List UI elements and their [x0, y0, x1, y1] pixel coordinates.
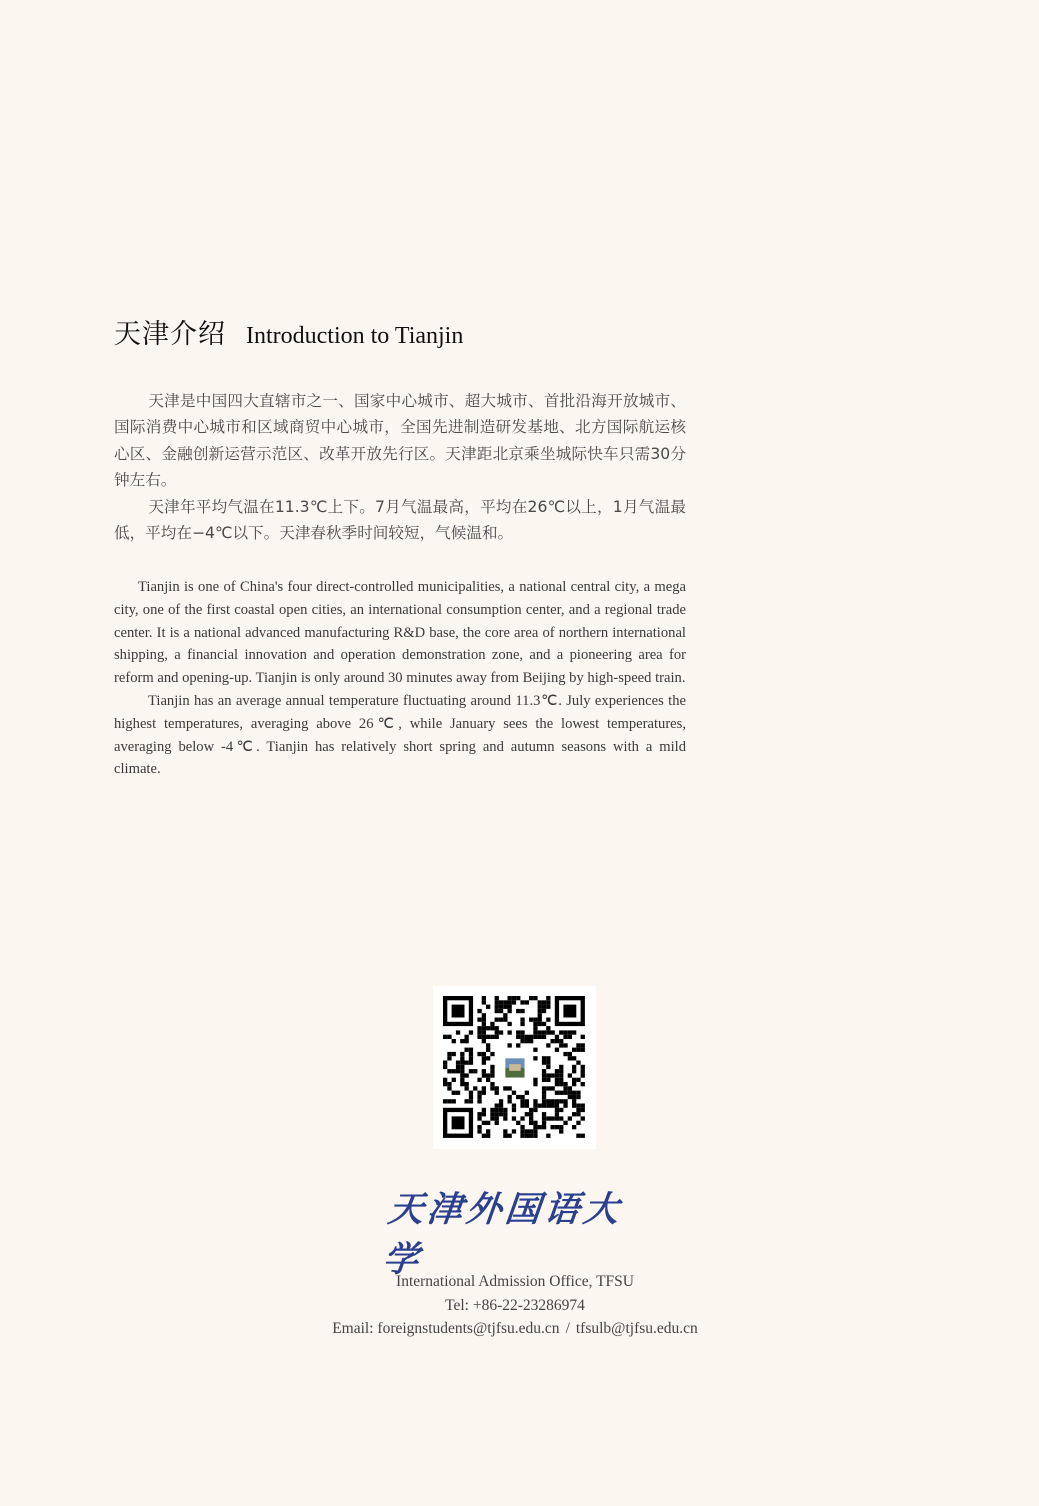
- email-line: [250, 1317, 780, 1341]
- chinese-introduction: [114, 388, 686, 546]
- contact-info: [250, 1270, 780, 1341]
- wechat-qr-code: [433, 986, 596, 1149]
- heading-english: Introduction to Tianjin: [246, 323, 464, 349]
- english-paragraph: Tianjin has an average annual temperature fluctuating around 11.3℃. July experiences the highest temperatures, averaging above 26℃, while January sees the lowest temperatures, averaging below -4℃. Tianjin has relatively short spring and autumn seasons with a mild climate.: [114, 692, 686, 778]
- email-separator: /: [565, 1320, 570, 1337]
- english-introduction: [114, 576, 686, 781]
- university-logo-text: 天津外国语大学: [380, 1189, 625, 1280]
- qr-code-icon: [433, 986, 596, 1149]
- admission-office: International Admission Office, TFSU: [396, 1273, 634, 1290]
- email-primary[interactable]: Email: foreignstudents@tjfsu.edu.cn: [332, 1320, 560, 1337]
- english-paragraph: Tianjin is one of China's four direct-controlled municipalities, a national central city, a mega city, one of the first coastal open cities, an international consumption center, and a regional trade center. It is a national advanced manufacturing R&D base, the core area of northern international shipping, a financial innovation and operation demonstration zone, and a pioneering area for reform and opening-up. Tianjin is only around 30 minutes away from Beijing by high-speed train.: [114, 579, 686, 687]
- heading-chinese: 天津介绍: [114, 319, 226, 350]
- chinese-paragraph: 天津是中国四大直辖市之一、国家中心城市、超大城市、首批沿海开放城市、国际消费中心城市和区域商贸中心城市，全国先进制造研发基地、北方国际航运核心区、金融创新运营示范区、改革开放先行区。天津距北京乘坐城际快车只需30分钟左右。: [114, 392, 686, 490]
- chinese-paragraph: 天津年平均气温在11.3℃上下。7月气温最高，平均在26℃以上，1月气温最低，平均在−4℃以下。天津春秋季时间较短，气候温和。: [114, 497, 686, 543]
- section-heading: [114, 312, 463, 356]
- email-secondary[interactable]: tfsulb@tjfsu.edu.cn: [575, 1320, 698, 1337]
- telephone: Tel: +86-22-23286974: [445, 1296, 585, 1314]
- university-logo: [380, 1189, 646, 1280]
